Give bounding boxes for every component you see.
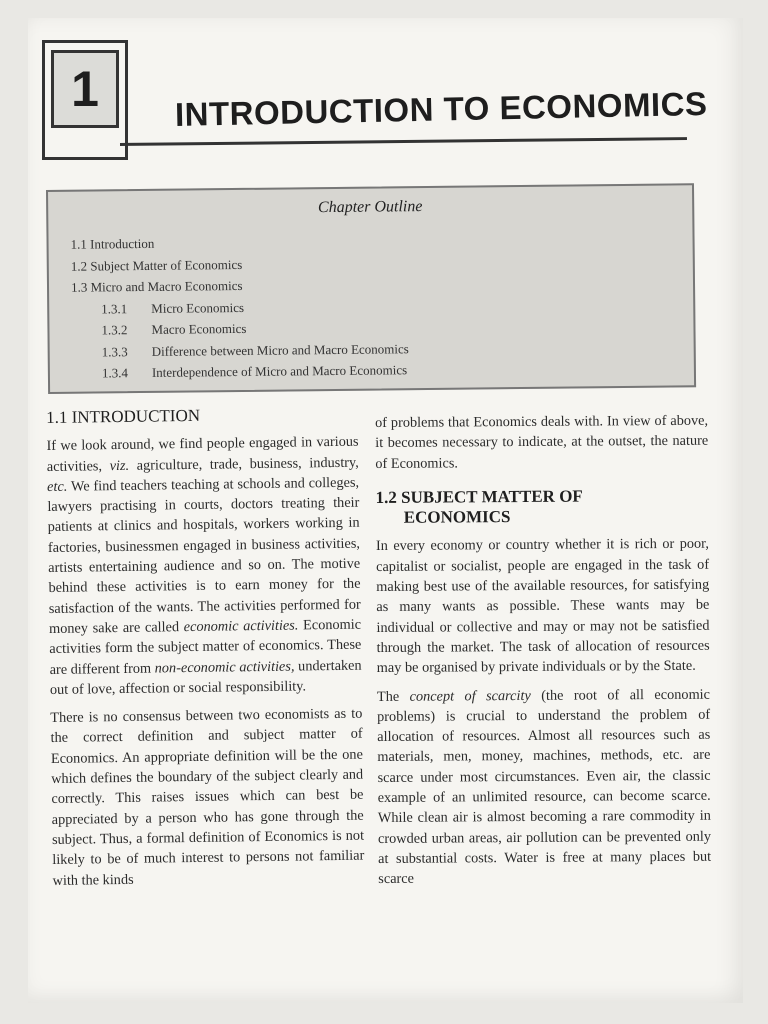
- paragraph: There is no consensus between two economists as to the correct definition and subject matter of Economics. An appropriate definition will be the one which defines the boundary of the subject clearly and correctly. This raises issues which can best be appreciated by a person who has gone through the subject. Thus, a formal definition of Economics is not likely to be of much interest to persons not familiar with the kinds: [50, 705, 365, 889]
- outline-item-number: 1.3: [70, 279, 88, 295]
- outline-item-text: Micro Economics: [151, 299, 245, 316]
- right-column: [375, 411, 711, 898]
- outline-list: [70, 230, 409, 384]
- paragraph: [46, 432, 362, 700]
- text-run-italic: etc.: [46, 478, 68, 495]
- text-run: If we look around, we find people engaged in various activities,: [46, 433, 359, 475]
- outline-item-text: Difference between Micro and Macro Economics: [151, 340, 409, 359]
- section-heading-introduction: 1.1 INTRODUCTION: [46, 405, 201, 427]
- heading-line: ECONOMICS: [403, 507, 511, 527]
- outline-item-text: Introduction: [89, 235, 155, 252]
- outline-item-number: 1.2: [70, 258, 88, 274]
- text-run: (the root of all economic problems) is crucial to understand the problem of allocation of resources. Almost all resources such as materials, men, money, machines, methods, etc. are scarce under most circumstances. Even air, the classic example of an unlimited resource, can become scarce. While clean air is almost becoming a rare commodity in crowded urban areas, air pollution can be prevented only at substantial costs. Water is free at many places but scarce: [377, 686, 712, 888]
- text-run-italic: viz.: [109, 457, 130, 474]
- chapter-outline-box: [46, 183, 696, 394]
- paragraph: of problems that Economics deals with. In view of above, it becomes necessary to indicate, at the outset, the nature of Economics.: [375, 412, 709, 472]
- outline-item-number: 1.3.2: [101, 322, 128, 338]
- text-run: Economic activities form the subject matter of economics. These are different from: [49, 616, 362, 678]
- text-run: We find teachers teaching at schools and colleges, lawyers practising in courts, doctors treating their patients at clinics and hospitals, workers working in factories, businessmen engaged in business activities, artists entertaining audience and so on. The motive behind these activities is to earn money for the satisfaction of the wants. The activities performed for money sake are called: [47, 474, 361, 637]
- outline-subitem: [72, 359, 409, 384]
- text-run: undertaken out of love, affection or social responsibility.: [49, 657, 362, 698]
- outline-heading: Chapter Outline: [317, 198, 423, 217]
- chapter-number-box: [42, 40, 128, 160]
- outline-item-number: 1.1: [70, 236, 87, 252]
- outline-item-number: 1.3.4: [101, 365, 128, 381]
- text-run-italic: economic activities.: [183, 617, 299, 636]
- outline-item-text: Macro Economics: [151, 320, 247, 337]
- heading-line: 1.2 SUBJECT MATTER OF: [375, 486, 583, 507]
- outline-item-text: Micro and Macro Economics: [90, 277, 243, 295]
- outline-item-number: 1.3.3: [101, 343, 128, 359]
- section-heading-subject-matter: [376, 486, 709, 529]
- text-run-italic: concept of scarcity: [409, 687, 531, 705]
- outline-item-number: 1.3.1: [101, 300, 128, 316]
- paragraph: In every economy or country whether it is rich or poor, capitalist or socialist, people are engaged in the task of making best use of the available resources, for satisfying as many wants as possible. These wants may be individual or collective and may or may not be satisfied through the market. The task of allocation of resources may be organised by private individuals or by the State.: [375, 536, 710, 677]
- outline-item-text: Subject Matter of Economics: [90, 256, 243, 274]
- outline-item-text: Interdependence of Micro and Macro Economics: [151, 362, 408, 380]
- text-run-italic: non-economic activities,: [154, 658, 295, 677]
- chapter-title: INTRODUCTION TO ECONOMICS: [174, 84, 708, 133]
- left-column: [46, 404, 365, 899]
- chapter-number: 1: [51, 50, 119, 128]
- text-run: agriculture, trade, business, industry,: [128, 454, 359, 474]
- text-run: The: [376, 688, 410, 705]
- paragraph: [377, 684, 711, 889]
